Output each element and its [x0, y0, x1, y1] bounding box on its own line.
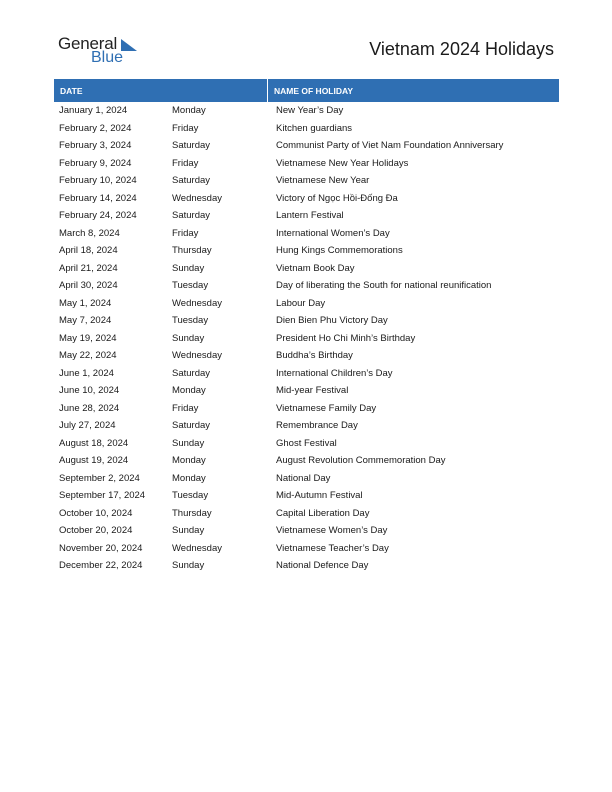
holiday-name: Lantern Festival: [276, 210, 344, 222]
table-row: [54, 277, 559, 295]
holiday-date: March 8, 2024: [59, 227, 120, 239]
table-row: [54, 312, 559, 330]
header-holiday-name: NAME OF HOLIDAY: [274, 85, 354, 96]
holiday-name: Ghost Festival: [276, 437, 337, 449]
table-row: [54, 207, 559, 225]
holiday-date: June 1, 2024: [59, 367, 114, 379]
holiday-date: January 1, 2024: [59, 105, 128, 117]
holiday-date: February 24, 2024: [59, 210, 137, 222]
holiday-date: November 20, 2024: [59, 542, 143, 554]
holiday-date: December 22, 2024: [59, 560, 143, 572]
holiday-name: Mid-Autumn Festival: [276, 490, 363, 502]
holiday-name: Kitchen guardians: [276, 122, 353, 134]
holiday-weekday: Tuesday: [172, 490, 209, 502]
holiday-weekday: Saturday: [172, 140, 211, 152]
holiday-weekday: Tuesday: [172, 315, 209, 327]
holiday-name: Dien Bien Phu Victory Day: [276, 315, 388, 327]
holiday-date: February 3, 2024: [59, 140, 132, 152]
holiday-weekday: Sunday: [172, 525, 205, 537]
holiday-weekday: Friday: [172, 157, 199, 169]
holiday-name: Mid-year Festival: [276, 385, 349, 397]
table-row: [54, 522, 559, 540]
holiday-name: New Year’s Day: [276, 105, 344, 117]
holiday-weekday: Sunday: [172, 262, 205, 274]
table-header: [54, 79, 559, 102]
holiday-name: Vietnamese New Year Holidays: [276, 157, 409, 169]
table-row: [54, 137, 559, 155]
holiday-name: President Ho Chi Minh’s Birthday: [276, 332, 416, 344]
holiday-weekday: Friday: [172, 122, 199, 134]
holiday-weekday: Saturday: [172, 420, 211, 432]
holiday-date: June 10, 2024: [59, 385, 120, 397]
table-row: [54, 120, 559, 138]
holiday-weekday: Wednesday: [172, 350, 222, 362]
holiday-weekday: Monday: [172, 472, 206, 484]
holiday-weekday: Sunday: [172, 437, 205, 449]
table-row: [54, 242, 559, 260]
holiday-name: August Revolution Commemoration Day: [276, 455, 446, 467]
page-title: Vietnam 2024 Holidays: [369, 39, 554, 59]
holiday-name: Day of liberating the South for national reunification: [276, 280, 492, 292]
table-row: [54, 365, 559, 383]
table-row: [54, 505, 559, 523]
holiday-date: February 2, 2024: [59, 122, 132, 134]
table-row: [54, 347, 559, 365]
holiday-date: April 30, 2024: [59, 280, 118, 292]
holiday-weekday: Tuesday: [172, 280, 209, 292]
brand-logo: [58, 34, 148, 68]
holiday-date: October 20, 2024: [59, 525, 133, 537]
holiday-name: Vietnamese Family Day: [276, 402, 377, 414]
holiday-date: August 19, 2024: [59, 455, 129, 467]
logo-text-blue: Blue: [91, 49, 124, 66]
holiday-weekday: Wednesday: [172, 297, 222, 309]
holiday-date: May 1, 2024: [59, 297, 112, 309]
table-row: [54, 470, 559, 488]
holiday-date: April 18, 2024: [59, 245, 118, 257]
holiday-date: February 9, 2024: [59, 157, 132, 169]
table-row: [54, 330, 559, 348]
holiday-weekday: Saturday: [172, 367, 211, 379]
table-row: [54, 295, 559, 313]
holiday-date: September 17, 2024: [59, 490, 146, 502]
holiday-date: September 2, 2024: [59, 472, 140, 484]
holiday-name: National Defence Day: [276, 560, 369, 572]
holiday-name: International Women’s Day: [276, 227, 390, 239]
table-row: [54, 382, 559, 400]
table-row: [54, 435, 559, 453]
holiday-date: May 7, 2024: [59, 315, 112, 327]
holiday-weekday: Monday: [172, 105, 206, 117]
holiday-name: Hung Kings Commemorations: [276, 245, 403, 257]
table-row: [54, 540, 559, 558]
holiday-weekday: Saturday: [172, 210, 211, 222]
holiday-weekday: Friday: [172, 402, 199, 414]
holiday-date: February 14, 2024: [59, 192, 137, 204]
holiday-date: February 10, 2024: [59, 175, 137, 187]
holiday-date: May 22, 2024: [59, 350, 117, 362]
holiday-name: National Day: [276, 472, 331, 484]
table-row: [54, 225, 559, 243]
logo-triangle-icon: [121, 37, 137, 53]
holiday-name: Vietnamese Women’s Day: [276, 525, 388, 537]
holiday-date: August 18, 2024: [59, 437, 129, 449]
table-row: [54, 400, 559, 418]
holiday-name: International Children’s Day: [276, 367, 393, 379]
table-body: [54, 102, 559, 575]
holiday-name: Capital Liberation Day: [276, 507, 370, 519]
holiday-weekday: Monday: [172, 455, 206, 467]
holiday-name: Vietnamese Teacher’s Day: [276, 542, 389, 554]
table-row: [54, 417, 559, 435]
holiday-weekday: Sunday: [172, 332, 205, 344]
table-row: [54, 172, 559, 190]
table-row: [54, 155, 559, 173]
holiday-name: Vietnam Book Day: [276, 262, 355, 274]
holiday-weekday: Saturday: [172, 175, 211, 187]
holiday-date: April 21, 2024: [59, 262, 118, 274]
holiday-table: [54, 79, 559, 575]
holiday-date: May 19, 2024: [59, 332, 117, 344]
holiday-name: Labour Day: [276, 297, 326, 309]
holiday-weekday: Thursday: [172, 507, 212, 519]
holiday-name: Vietnamese New Year: [276, 175, 370, 187]
table-row: [54, 487, 559, 505]
table-row: [54, 260, 559, 278]
holiday-weekday: Monday: [172, 385, 206, 397]
holiday-name: Remembrance Day: [276, 420, 358, 432]
holiday-name: Communist Party of Viet Nam Foundation Anniversary: [276, 140, 504, 152]
table-row: [54, 557, 559, 575]
header-date: DATE: [54, 79, 268, 102]
holiday-date: October 10, 2024: [59, 507, 133, 519]
holiday-date: July 27, 2024: [59, 420, 116, 432]
holiday-name: Buddha’s Birthday: [276, 350, 353, 362]
holiday-weekday: Sunday: [172, 560, 205, 572]
holiday-name: Victory of Ngọc Hồi-Đống Đa: [276, 192, 398, 204]
holiday-weekday: Friday: [172, 227, 199, 239]
table-row: [54, 452, 559, 470]
table-row: [54, 190, 559, 208]
holiday-weekday: Wednesday: [172, 542, 222, 554]
logo-text-general: General: [58, 34, 118, 53]
holiday-date: June 28, 2024: [59, 402, 120, 414]
table-row: [54, 102, 559, 120]
holiday-weekday: Thursday: [172, 245, 212, 257]
holiday-weekday: Wednesday: [172, 192, 222, 204]
